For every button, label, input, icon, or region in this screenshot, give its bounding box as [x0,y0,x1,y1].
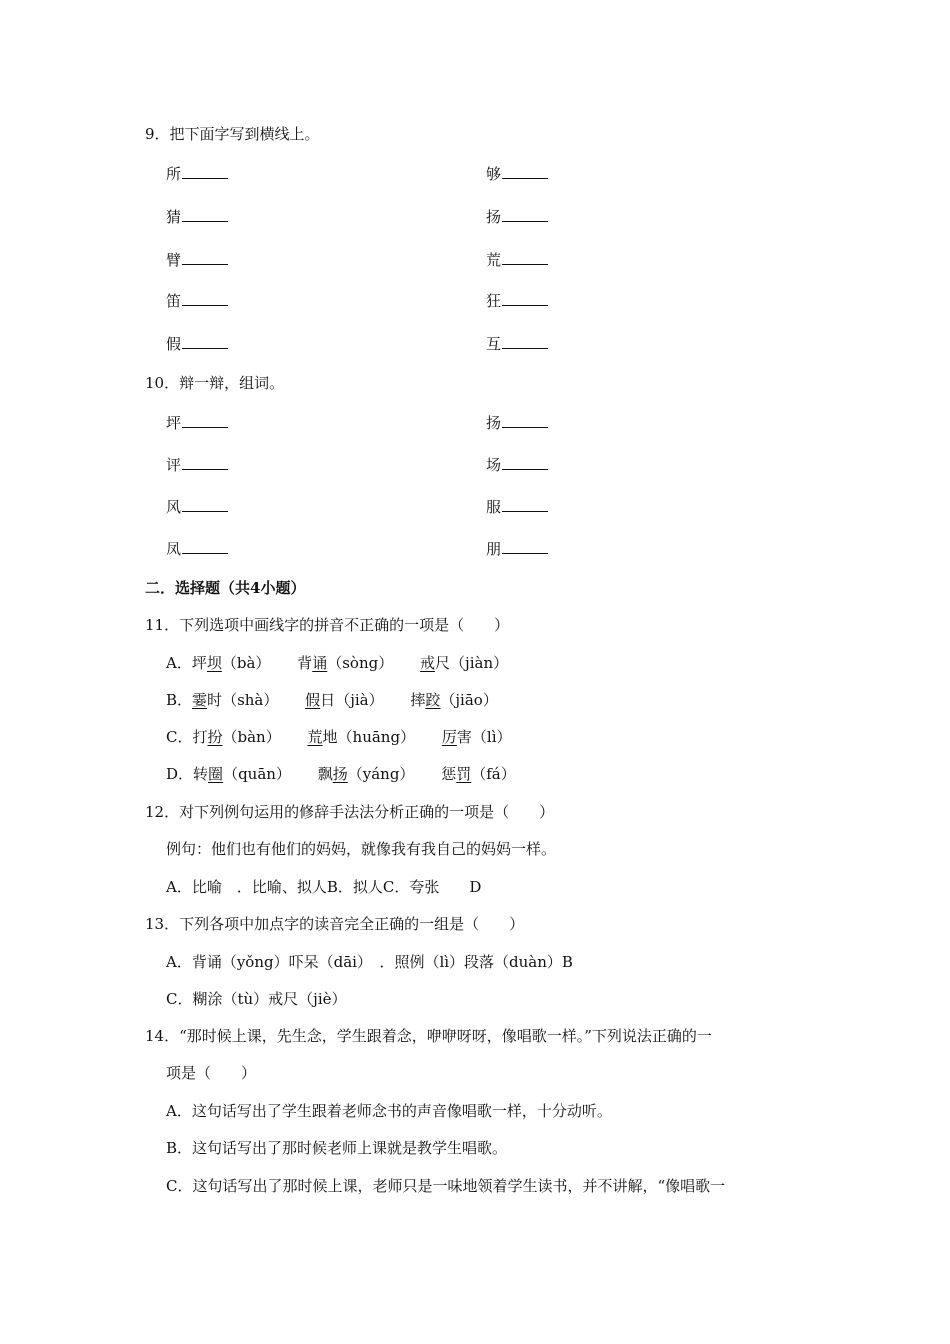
answer-blank[interactable] [182,413,228,428]
q9-item-left-5: 假 [166,334,228,354]
q10-item-left-1: 坪 [166,413,228,433]
q10-item-right-3: 服 [486,497,548,517]
answer-blank[interactable] [502,539,548,554]
q9-item-left-2: 猜 [166,207,228,227]
answer-blank[interactable] [502,164,548,179]
q10-item-right-1: 扬 [486,413,548,433]
q13-options-line-2[interactable]: C．糊涂（tù）戒尺（jiè） [166,990,347,1008]
q9-item-right-3: 荒 [486,250,548,270]
answer-blank[interactable] [182,250,228,265]
q10-item-left-2: 评 [166,455,228,475]
q9-item-right-1: 够 [486,164,548,184]
q9-item-left-3: 臂 [166,250,228,270]
q12-options[interactable]: A．比喻 ．比喻、拟人B．拟人C．夸张 D [166,878,482,896]
q9-item-right-4: 狂 [486,291,548,311]
answer-blank[interactable] [182,207,228,222]
q10-item-left-4: 凤 [166,539,228,559]
q14-option-c[interactable]: C．这句话写出了那时候上课，老师只是一味地领着学生读书，并不讲解，“像唱歌一 [166,1177,726,1195]
answer-blank[interactable] [182,334,228,349]
answer-blank[interactable] [502,250,548,265]
q11-option-d[interactable]: D．转圈（quān） 飘扬（yáng） 惩罚（fá） [166,765,516,783]
q9-item-left-1: 所 [166,164,228,184]
question-14-stem: 14．“那时候上课，先生念，学生跟着念，咿咿呀呀，像唱歌一样。”下列说法正确的一 [145,1027,712,1045]
q11-option-a[interactable]: A．坪坝（bà） 背诵（sòng） 戒尺（jiàn） [166,654,509,672]
q11-option-b[interactable]: B．霎时（shà） 假日（jià） 摔跤（jiāo） [166,691,498,709]
q10-item-right-2: 场 [486,455,548,475]
answer-blank[interactable] [182,497,228,512]
answer-blank[interactable] [502,207,548,222]
q9-item-left-4: 笛 [166,291,228,311]
q11-option-c[interactable]: C．打扮（bàn） 荒地（huāng） 厉害（lì） [166,728,512,746]
q10-item-left-3: 风 [166,497,228,517]
section-title: 二．选择题（共4小题） [145,579,306,597]
question-13-stem: 13．下列各项中加点字的读音完全正确的一组是（ ） [145,915,525,933]
answer-blank[interactable] [182,455,228,470]
question-10-stem: 10．辩一辩，组词。 [145,374,285,392]
question-14-stem-cont: 项是（ ） [166,1064,257,1082]
question-9-stem: 9．把下面字写到横线上。 [145,125,320,143]
q14-option-a[interactable]: A．这句话写出了学生跟着老师念书的声音像唱歌一样，十分动听。 [166,1102,612,1120]
q9-item-right-5: 互 [486,334,548,354]
answer-blank[interactable] [182,539,228,554]
answer-blank[interactable] [502,413,548,428]
answer-blank[interactable] [502,455,548,470]
q9-item-right-2: 扬 [486,207,548,227]
question-12-stem: 12．对下列例句运用的修辞手法法分析正确的一项是（ ） [145,803,555,821]
answer-blank[interactable] [182,164,228,179]
answer-blank[interactable] [502,497,548,512]
q13-options-line-1[interactable]: A．背诵（yǒng）吓呆（dāi） ．照例（lì）段落（duàn）B [166,953,573,971]
answer-blank[interactable] [502,334,548,349]
answer-blank[interactable] [502,291,548,306]
question-11-stem: 11．下列选项中画线字的拼音不正确的一项是（ ） [145,616,510,634]
q12-example-sentence: 例句：他们也有他们的妈妈，就像我有我自己的妈妈一样。 [166,840,557,858]
q14-option-b[interactable]: B．这句话写出了那时候老师上课就是教学生唱歌。 [166,1139,508,1157]
q10-item-right-4: 朋 [486,539,548,559]
answer-blank[interactable] [182,291,228,306]
